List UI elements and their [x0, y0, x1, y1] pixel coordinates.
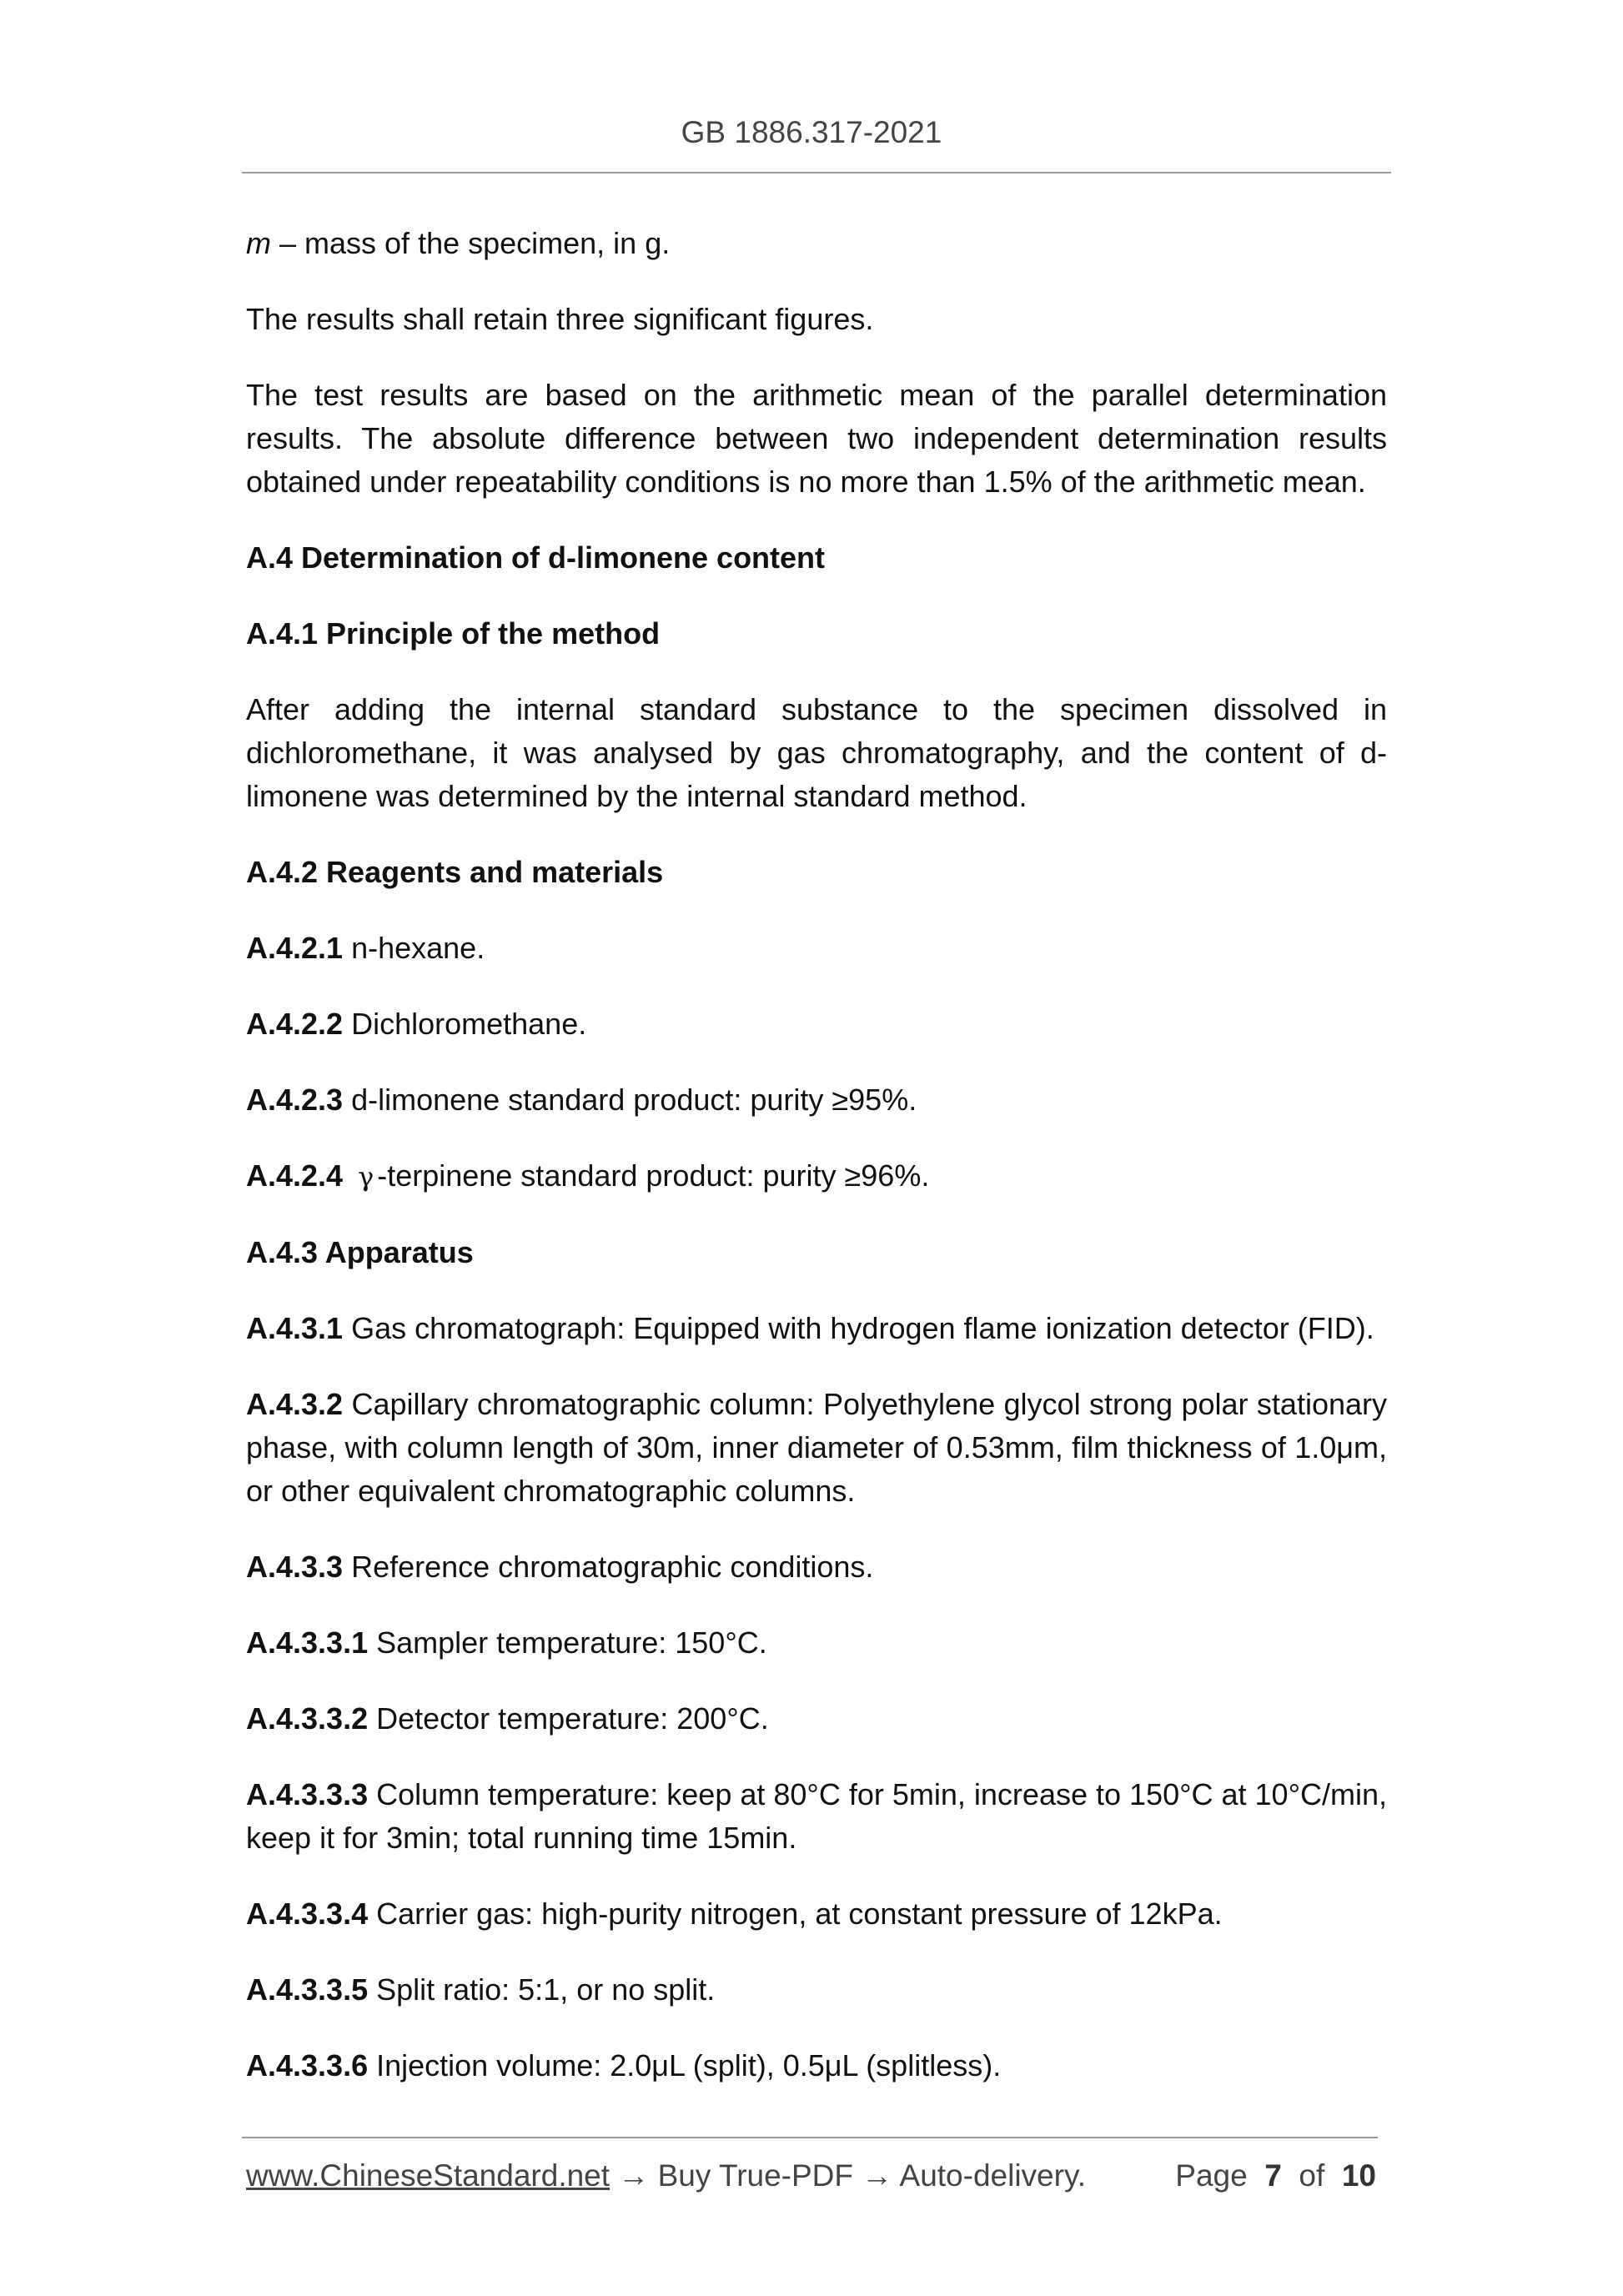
clause-a4335: A.4.3.3.5 Split ratio: 5:1, or no split. [246, 1972, 716, 2007]
clause-a424: A.4.2.4 γ -terpinene standard product: purity ≥96%. [246, 1158, 930, 1193]
document-body [246, 222, 1387, 2120]
clause-a433: A.4.3.3 Reference chromatographic conditions. [246, 1550, 874, 1584]
clause-a4331: A.4.3.3.1 Sampler temperature: 150°C. [246, 1625, 767, 1660]
paragraph-test-results: The test results are based on the arithmetic mean of the parallel determination results. The absolute difference between two independent determination results obtained under repeatability conditions is no more than 1.5% of the arithmetic mean. [246, 378, 1387, 499]
clause-a422: A.4.2.2 Dichloromethane. [246, 1007, 587, 1041]
clause-a4333: A.4.3.3.3 Column temperature: keep at 80°C for 5min, increase to 150°C at 10°C/min, keep it for 3min; total running time 15min. [246, 1777, 1387, 1855]
paragraph-principle: After adding the internal standard substance to the specimen dissolved in dichloromethane, it was analysed by gas chromatography, and the content of d-limonene was determined by the internal standard method. [246, 692, 1387, 813]
section-heading-a4: A.4 Determination of d-limonene content [246, 540, 826, 575]
paragraph-significant-figures: The results shall retain three significant figures. [246, 302, 874, 336]
page-header: GB 1886.317-2021 [681, 115, 942, 149]
section-heading-a41: A.4.1 Principle of the method [246, 616, 661, 651]
total-pages: 10 [1341, 2158, 1376, 2193]
variable-symbol: m [246, 226, 271, 260]
clause-a423: A.4.2.3 d-limonene standard product: purity ≥95%. [246, 1083, 917, 1117]
clause-a431: A.4.3.1 Gas chromatograph: Equipped with hydrogen flame ionization detector (FID). [246, 1311, 1374, 1345]
section-heading-a42: A.4.2 Reagents and materials [246, 855, 664, 889]
page-number: Page 7 of 10 [1175, 2158, 1376, 2193]
clause-a4336: A.4.3.3.6 Injection volume: 2.0μL (split), 0.5μL (splitless). [246, 2048, 1002, 2082]
current-page: 7 [1264, 2158, 1282, 2193]
variable-definition: m – mass of the specimen, in g. [246, 226, 671, 260]
clause-a4334: A.4.3.3.4 Carrier gas: high-purity nitrogen, at constant pressure of 12kPa. [246, 1897, 1223, 1931]
footer-promo [246, 2158, 1086, 2193]
footer-divider [242, 2137, 1378, 2138]
footer-tagline: → Buy True-PDF → Auto-delivery. [610, 2158, 1086, 2193]
clause-a432: A.4.3.2 Capillary chromatographic column: Polyethylene glycol strong polar stationary phase, with column length of 30m, inner diameter of 0.53mm, film thickness of 1.0μm, or other equivalent chromatographic columns. [246, 1387, 1387, 1508]
gamma-symbol: γ [358, 1161, 374, 1193]
header-divider [242, 172, 1391, 173]
clause-a421: A.4.2.1 n-hexane. [246, 931, 485, 965]
clause-a4332: A.4.3.3.2 Detector temperature: 200°C. [246, 1701, 769, 1736]
section-heading-a43: A.4.3 Apparatus [246, 1235, 474, 1269]
website-link[interactable]: www.ChineseStandard.net [246, 2158, 611, 2193]
